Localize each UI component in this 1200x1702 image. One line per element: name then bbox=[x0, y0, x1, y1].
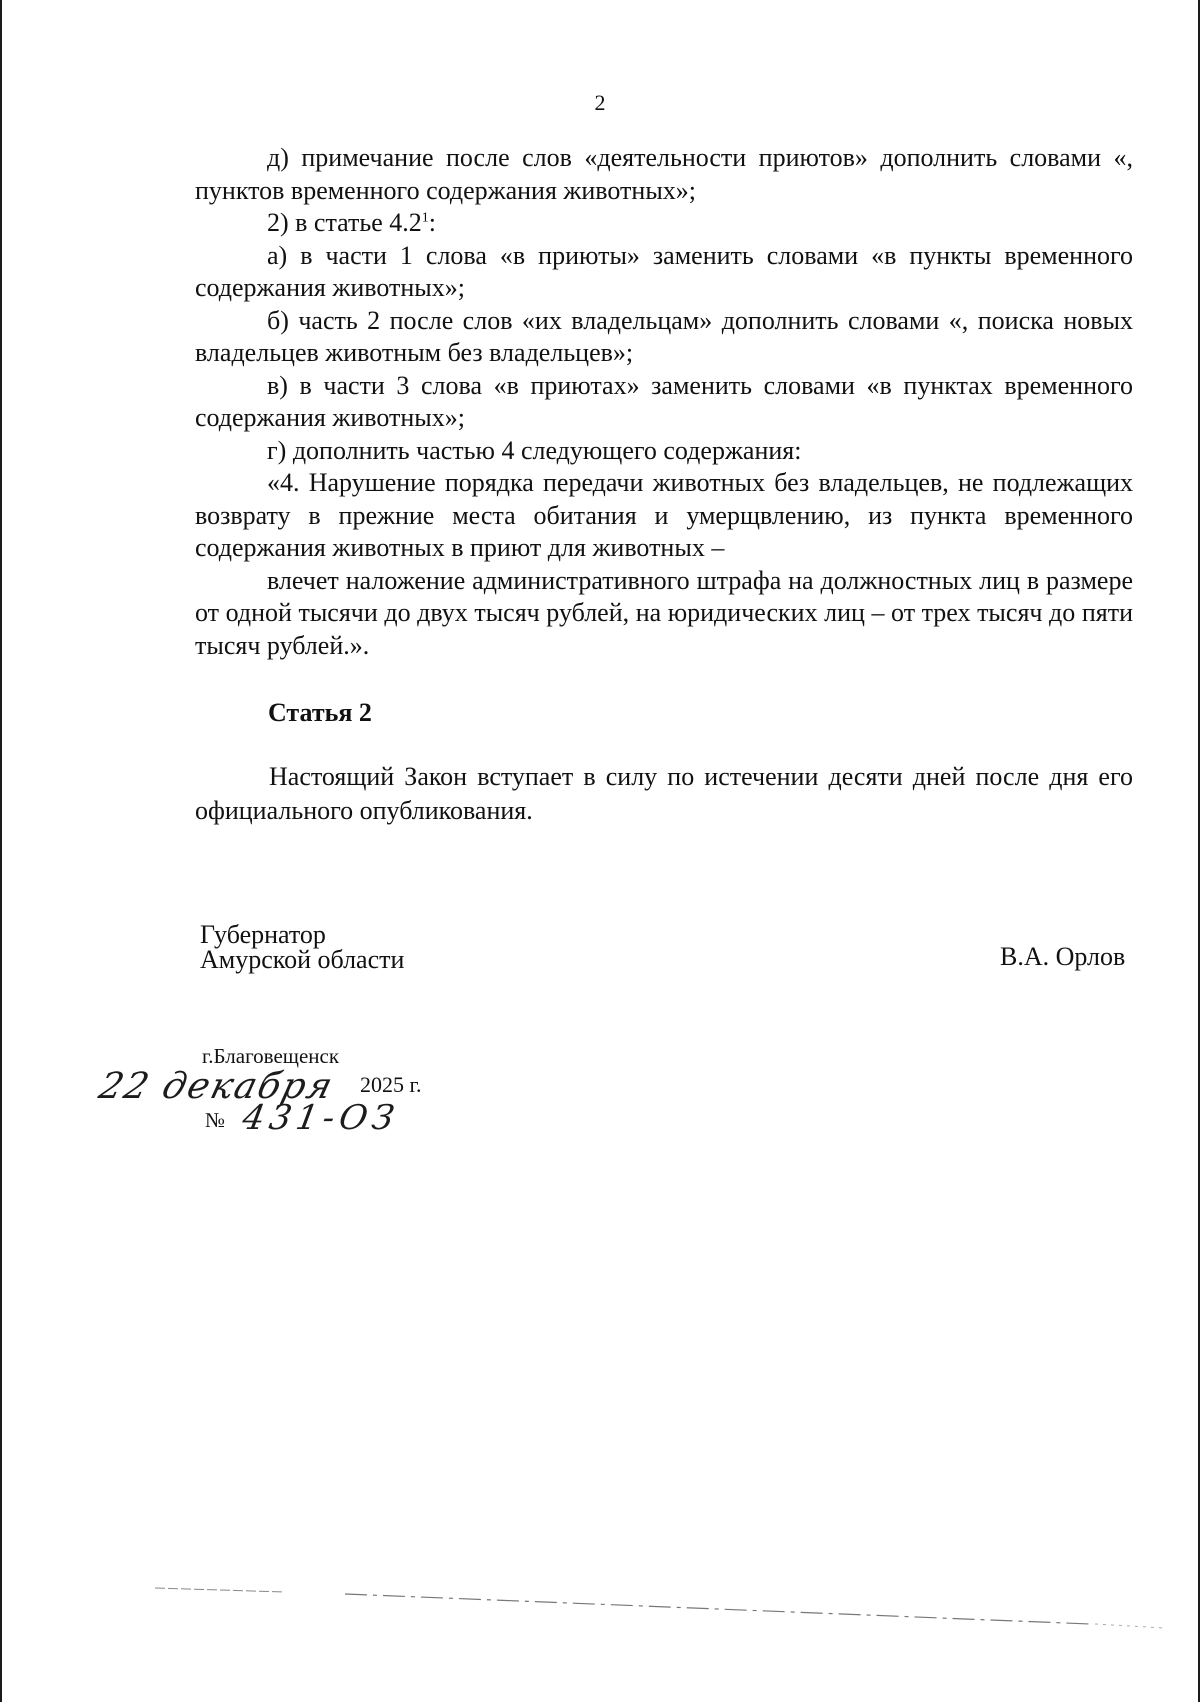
signatory-title-line2: Амурской области bbox=[200, 945, 405, 974]
paragraph-g-part-4: г) дополнить частью 4 следующего содержания: bbox=[267, 435, 802, 465]
signatory-title bbox=[200, 922, 404, 972]
paragraph-part-4-text: «4. Нарушение порядка передачи животных без владельцев, не подлежащих возврату в прежние места обитания и умерщвлению, из пункта временного содержания животных в приют для животных – bbox=[195, 468, 1133, 562]
handwritten-date: 22 декабря bbox=[94, 1066, 339, 1107]
paragraph-v-part-3: в) в части 3 слова «в приютах» заменить словами «в пунктах временного содержания животных»; bbox=[195, 370, 1133, 432]
scan-edge-left bbox=[0, 0, 2, 1702]
scan-line-1 bbox=[155, 1588, 285, 1592]
scan-line-2 bbox=[345, 1594, 1090, 1624]
paragraph-b-part-2: б) часть 2 после слов «их владельцам» дополнить словами «, поиска новых владельцев животным без владельцев»; bbox=[195, 305, 1133, 367]
scan-line-3 bbox=[1095, 1624, 1165, 1628]
paragraph-d-note: д) примечание после слов «деятельности приютов» дополнить словами «, пунктов временного содержания животных»; bbox=[195, 143, 1133, 205]
paragraph-article-4-2 bbox=[195, 207, 1133, 240]
page-number: 2 bbox=[594, 90, 606, 115]
paragraph-a-part-1: а) в части 1 слова «в приюты» заменить словами «в пункты временного содержания животных»; bbox=[195, 240, 1133, 302]
entry-into-force-paragraph: Настоящий Закон вступает в силу по истечении десяти дней после дня его официального опубликования. bbox=[195, 762, 1133, 825]
signatory-title-line1: Губернатор bbox=[200, 920, 326, 949]
paragraph-penalty: влечет наложение административного штрафа на должностных лиц в размере от одной тысячи до двух тысяч рублей, на юридических лиц – от трех тысяч до пяти тысяч рублей.». bbox=[195, 565, 1133, 660]
signatory-name: В.А. Орлов bbox=[1000, 942, 1126, 971]
article-reference: 2) в статье 4.2 bbox=[267, 208, 422, 237]
handwritten-law-number: 431-ОЗ bbox=[239, 1098, 402, 1138]
article-superscript: 1 bbox=[421, 210, 429, 226]
date-year: 2025 г. bbox=[360, 1072, 422, 1097]
closing-text bbox=[195, 760, 1133, 828]
number-sign: № bbox=[205, 1108, 226, 1132]
law-amendments-text bbox=[195, 142, 1133, 662]
article-reference-colon: : bbox=[428, 208, 437, 237]
place-of-signing: г.Благовещенск bbox=[202, 1044, 340, 1068]
article-2-heading: Статья 2 bbox=[268, 698, 372, 727]
